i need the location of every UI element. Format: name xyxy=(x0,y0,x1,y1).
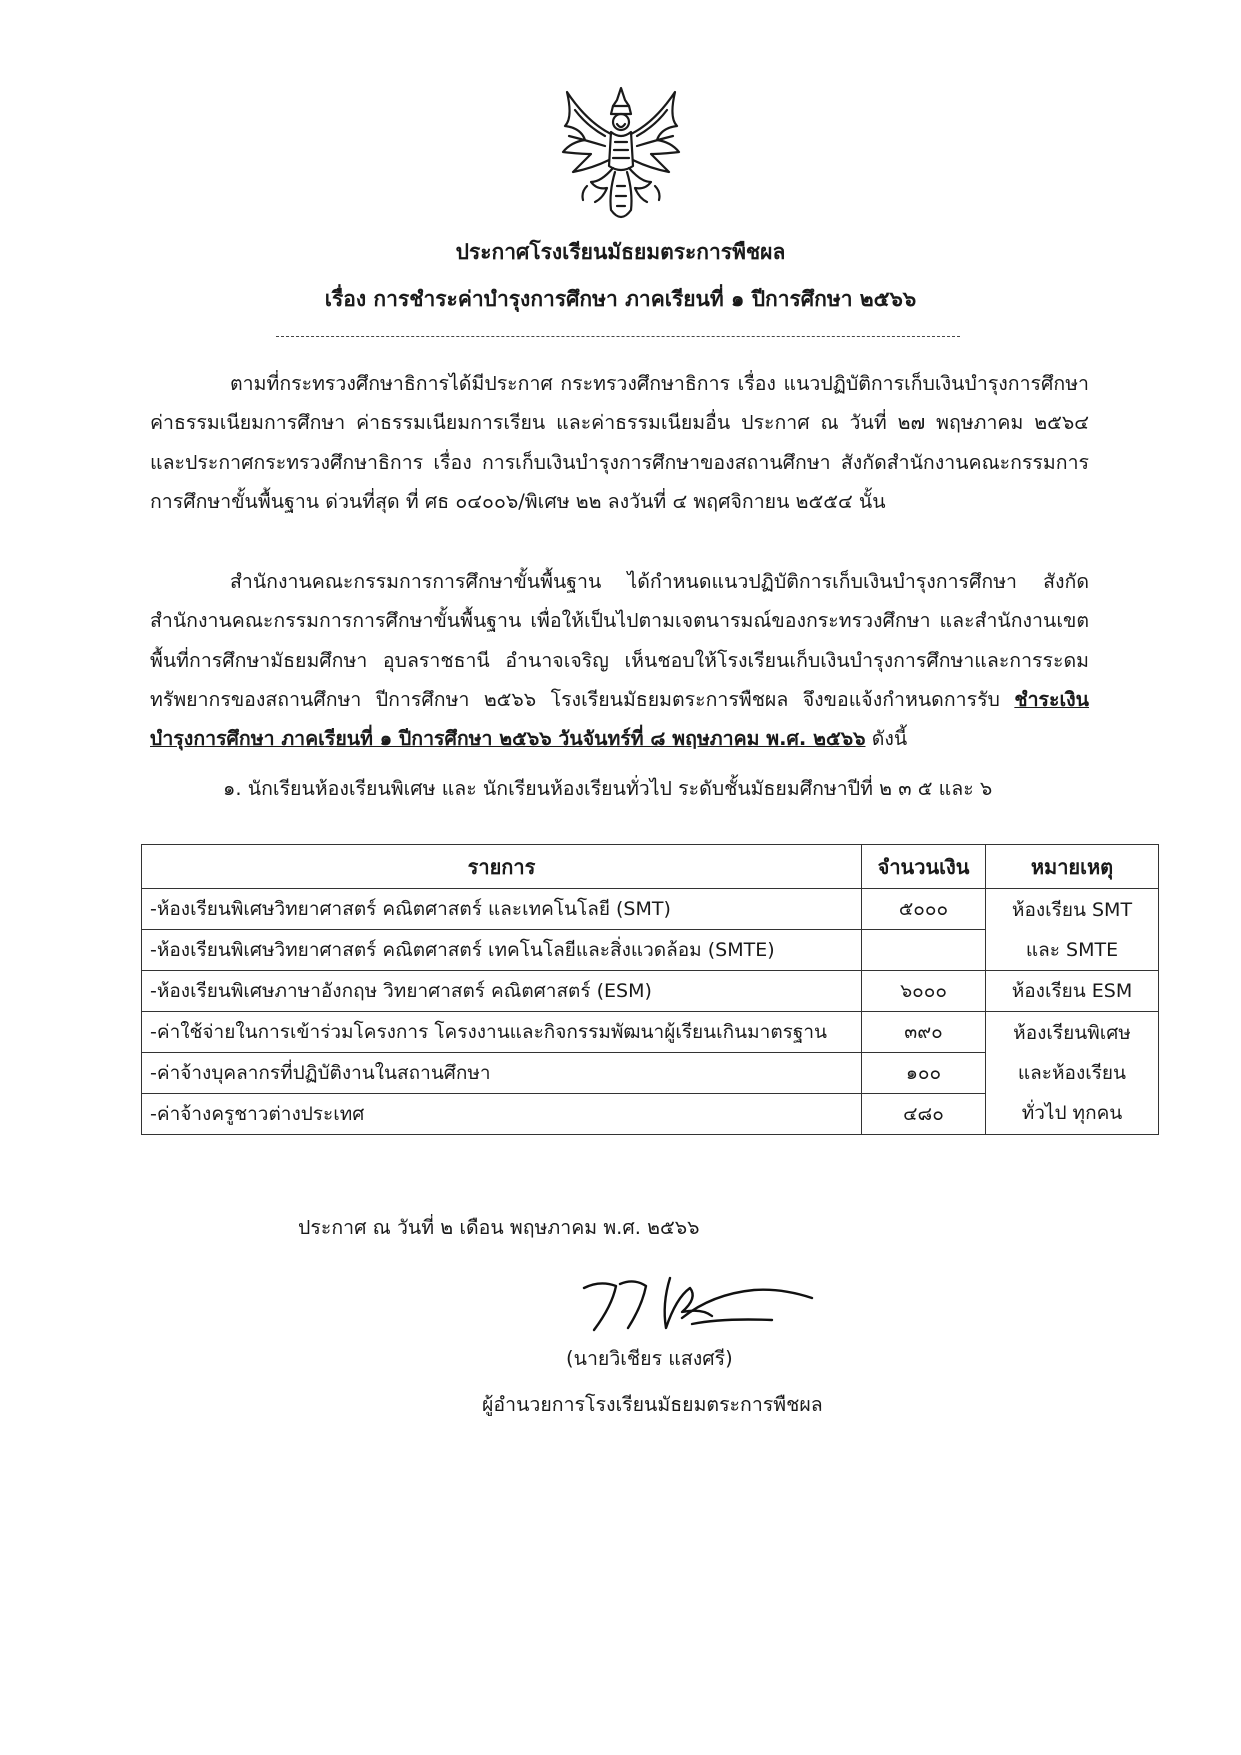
table-row xyxy=(142,971,1159,1012)
announcement-date: ประกาศ ณ วันที่ ๒ เดือน พฤษภาคม พ.ศ. ๒๕๖๖ xyxy=(298,1216,700,1239)
row-item: -ห้องเรียนพิเศษวิทยาศาสตร์ คณิตศาสตร์ และเทคโนโลยี (SMT) xyxy=(142,889,862,930)
header-item: รายการ xyxy=(142,845,862,889)
item-1-heading: ๑. นักเรียนห้องเรียนพิเศษ และ นักเรียนห้องเรียนทั่วไป ระดับชั้นมัธยมศึกษาปีที่ ๒ ๓ ๕ และ ๖ xyxy=(223,777,993,800)
note-general-line2: และห้องเรียน xyxy=(1017,1062,1127,1084)
signer-name: (นายวิเชียร แสงศรี) xyxy=(566,1347,733,1370)
announcement-subject: เรื่อง การชำระค่าบำรุงการศึกษา ภาคเรียนที่ ๑ ปีการศึกษา ๒๕๖๖ xyxy=(324,287,917,311)
table-row xyxy=(142,1012,1159,1053)
row-amount: ๕๐๐๐ xyxy=(862,889,986,930)
payment-date-suffix: ดังนี้ xyxy=(871,727,908,751)
header-note: หมายเหตุ xyxy=(986,845,1159,889)
row-amount: ๓๙๐ xyxy=(862,1012,986,1053)
row-item: -ค่าจ้างบุคลากรที่ปฏิบัติงานในสถานศึกษา xyxy=(142,1053,862,1094)
note-smt xyxy=(986,889,1159,971)
row-item: -ห้องเรียนพิเศษภาษาอังกฤษ วิทยาศาสตร์ คณิตศาสตร์ (ESM) xyxy=(142,971,862,1012)
paragraph-guideline xyxy=(150,562,1089,758)
paragraph-reference: ตามที่กระทรวงศึกษาธิการได้มีประกาศ กระทรวงศึกษาธิการ เรื่อง แนวปฏิบัติการเก็บเงินบำรุงการศึกษา ค่าธรรมเนียมการศึกษา ค่าธรรมเนียมการเรียน และค่าธรรมเนียมอื่น ประกาศ ณ วันที่ ๒๗ พฤษภาคม ๒๕๖๔ และประกาศกระทรวงศึกษาธิการ เรื่อง การเก็บเงินบำรุงการศึกษาของสถานศึกษา สังกัดสำนักงานคณะกรรมการการศึกษาขั้นพื้นฐาน ด่วนที่สุด ที่ ศธ ๐๔๐๐๖/พิเศษ ๒๒ ลงวันที่ ๔ พฤศจิกายน ๒๕๕๔ นั้น xyxy=(150,372,1089,513)
note-general-line1: ห้องเรียนพิเศษ xyxy=(1013,1022,1131,1044)
garuda-emblem-icon xyxy=(547,82,695,230)
note-general-line3: ทั่วไป ทุกคน xyxy=(1021,1102,1123,1124)
dashed-divider xyxy=(276,336,960,337)
fee-table-header xyxy=(142,845,1159,889)
row-item: -ค่าใช้จ่ายในการเข้าร่วมโครงการ โครงงานและกิจกรรมพัฒนาผู้เรียนเกินมาตรฐาน xyxy=(142,1012,862,1053)
note-esm: ห้องเรียน ESM xyxy=(986,971,1159,1012)
fee-table xyxy=(141,844,1159,1135)
note-smt-line2: และ SMTE xyxy=(1025,938,1119,961)
row-amount: ๖๐๐๐ xyxy=(862,971,986,1012)
announcement-title: ประกาศโรงเรียนมัธยมตระการพืชผล xyxy=(455,240,786,264)
paragraph-guideline-text: สำนักงานคณะกรรมการการศึกษาขั้นพื้นฐาน ได้กำหนดแนวปฏิบัติการเก็บเงินบำรุงการศึกษา สังกัดสำนักงานคณะกรรมการการศึกษาขั้นพื้นฐาน เพื่อให้เป็นไปตามเจตนารมณ์ของกระทรวงศึกษา และสำนักงานเขตพื้นที่การศึกษามัธยมศึกษา อุบลราชธานี อำนาจเจริญ เห็นชอบให้โรงเรียนเก็บเงินบำรุงการศึกษาและการระดมทรัพยากรของสถานศึกษา ปีการศึกษา ๒๕๖๖ โรงเรียนมัธยมตระการพืชผล จึงขอแจ้งกำหนดการรับ xyxy=(150,570,1089,711)
payment-date-emphasis: ชำระเงินบำรุงการศึกษา ภาคเรียนที่ ๑ ปีการศึกษา ๒๕๖๖ วันจันทร์ที่ ๘ พฤษภาคม พ.ศ. ๒๕๖๖ xyxy=(150,687,1089,751)
header-amount: จำนวนเงิน xyxy=(862,845,986,889)
signer-position: ผู้อำนวยการโรงเรียนมัธยมตระการพืชผล xyxy=(482,1393,823,1416)
row-amount: ๔๘๐ xyxy=(862,1094,986,1135)
row-amount: ๑๐๐ xyxy=(862,1053,986,1094)
row-item: -ค่าจ้างครูชาวต่างประเทศ xyxy=(142,1094,862,1135)
row-item: -ห้องเรียนพิเศษวิทยาศาสตร์ คณิตศาสตร์ เทคโนโลยีและสิ่งแวดล้อม (SMTE) xyxy=(142,930,862,971)
note-general xyxy=(986,1012,1159,1135)
table-row xyxy=(142,889,1159,930)
note-smt-line1: ห้องเรียน SMT xyxy=(1011,898,1133,921)
row-amount xyxy=(862,930,986,971)
